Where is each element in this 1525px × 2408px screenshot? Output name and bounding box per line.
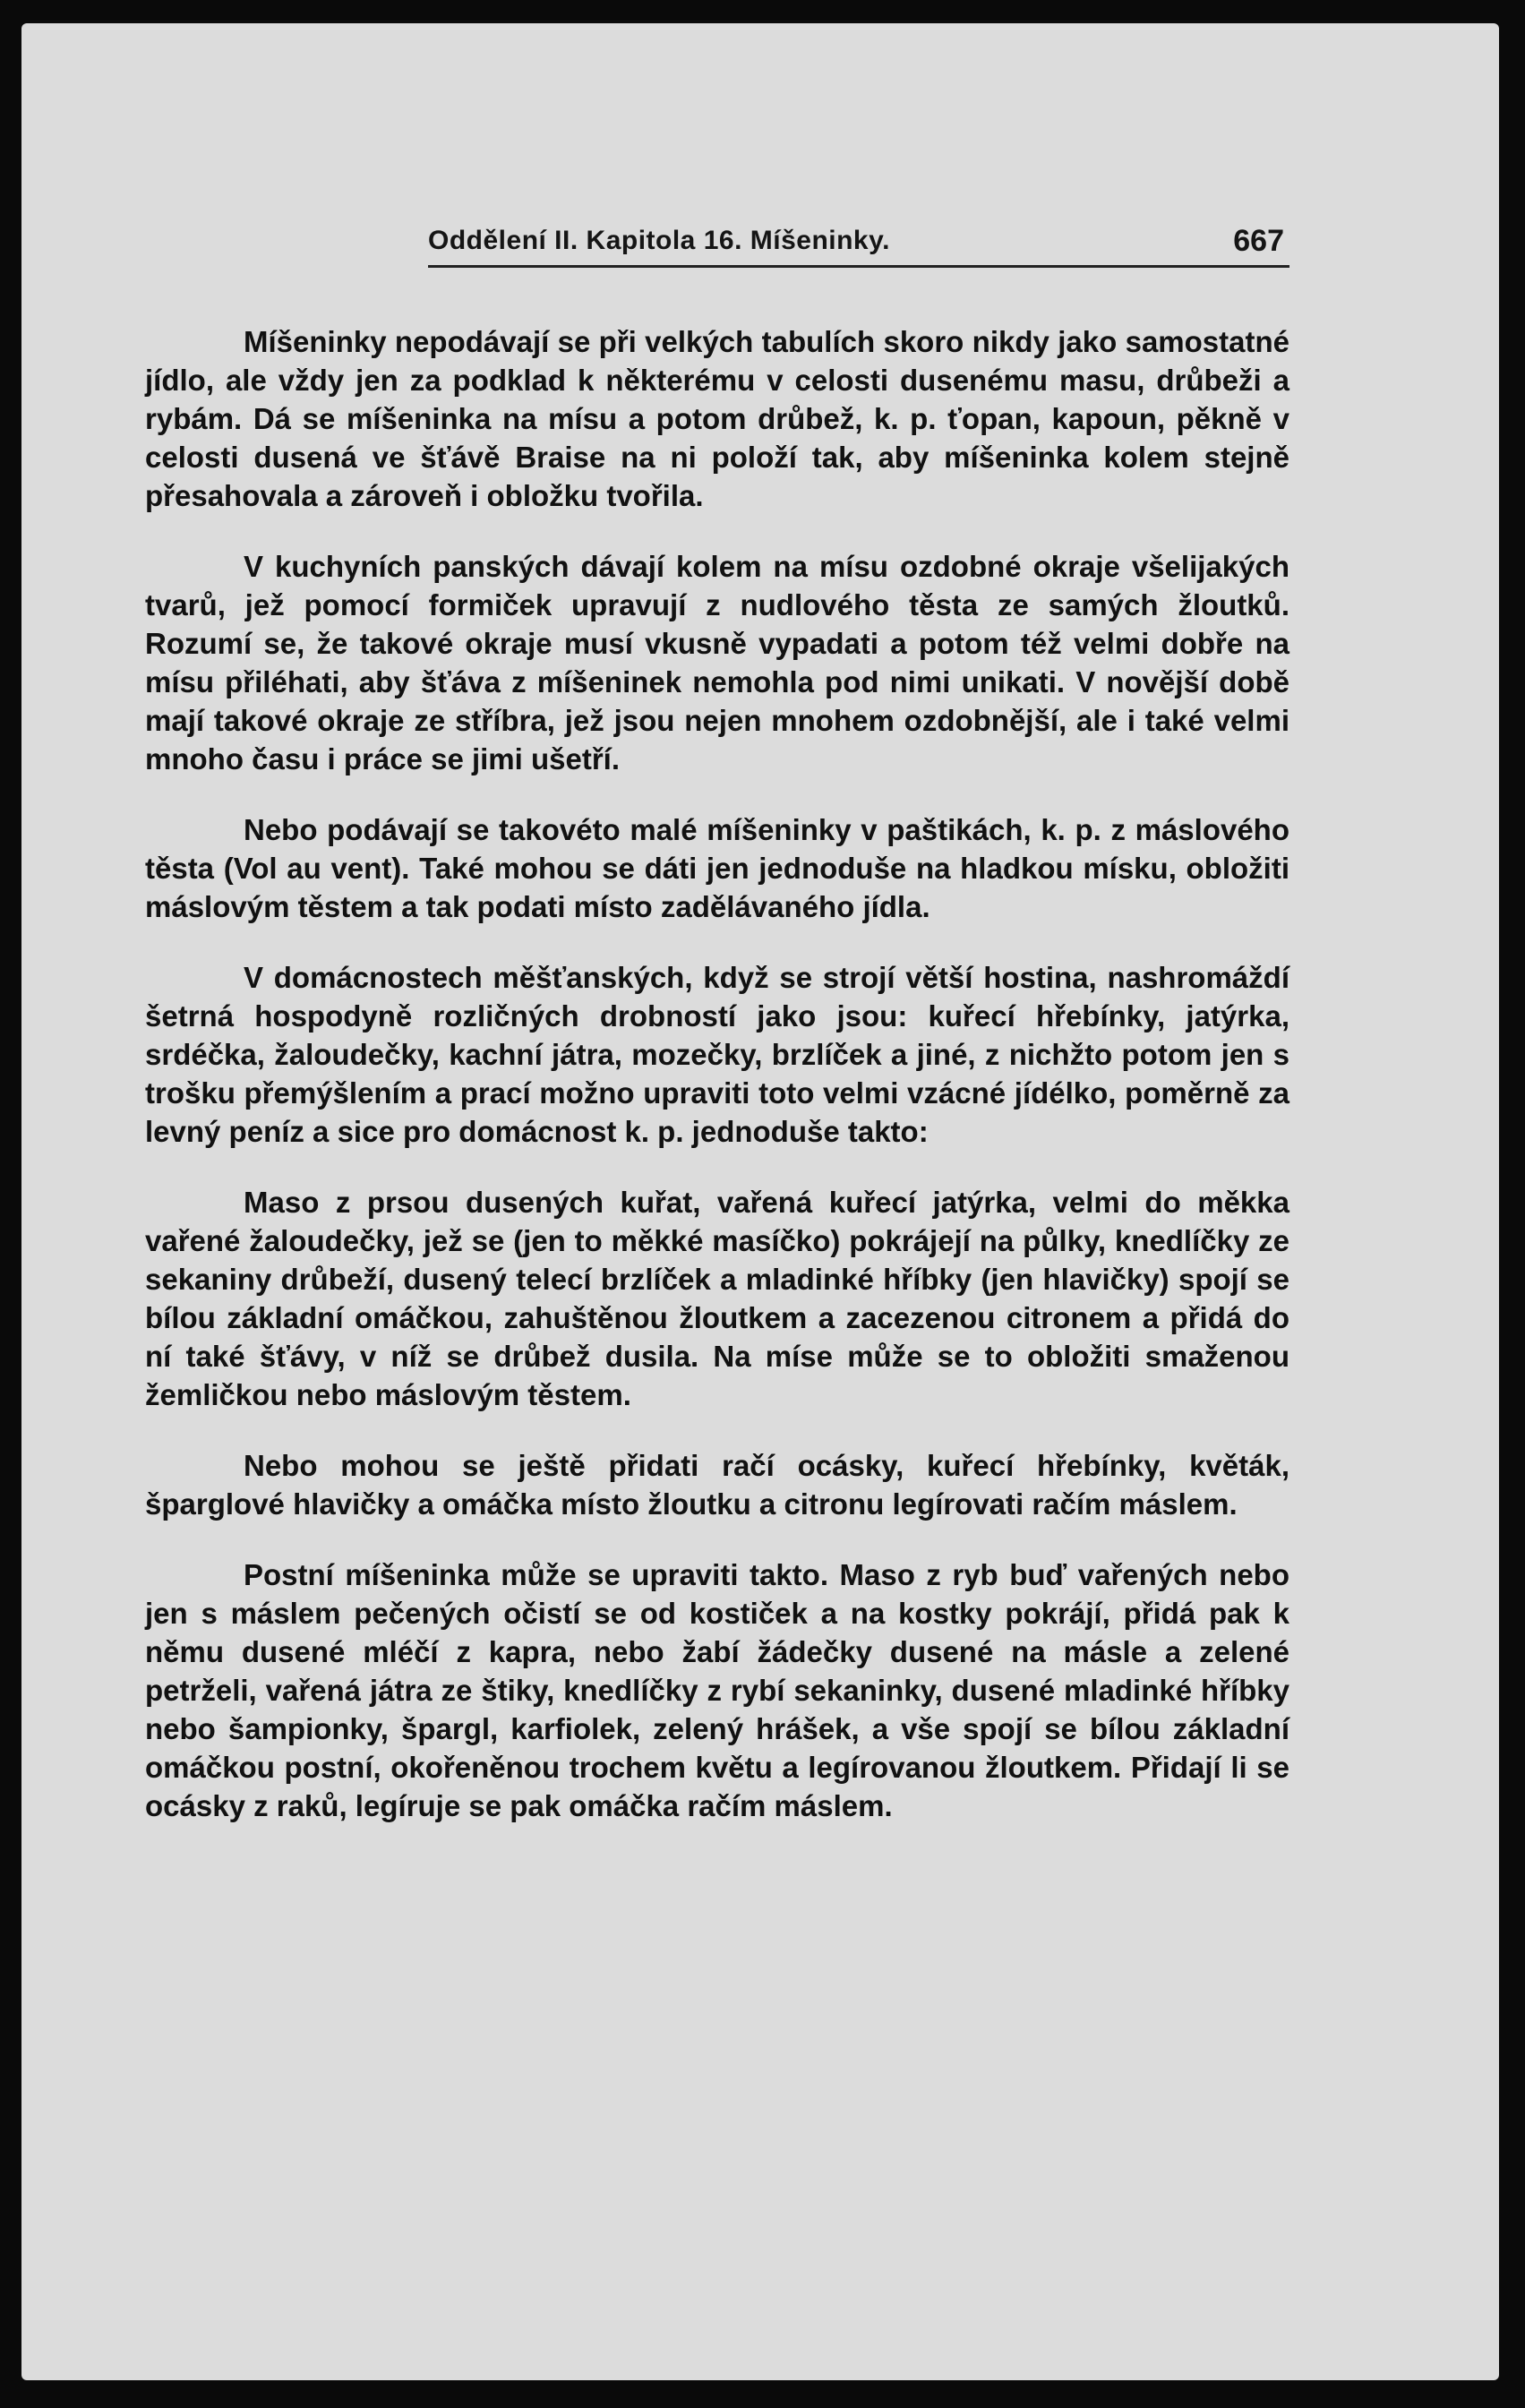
paragraph: Maso z prsou dusených kuřat, vařená kuřecí jatýrka, velmi do měkka vařené žaloudečky, jež se (jen to měkké masíčko) pokrájejí na půlky, knedlíčky ze sekaniny drůbeží, dusený telecí brzlíček a mladinké hříbky (jen hlavičky) spojí se bílou základní omáčkou, zahuštěnou žloutkem a zacezenou citronem a přidá do ní také šťávy, v níž se drůbež dusila. Na míse může se to obložiti smaženou žemličkou nebo máslovým těstem. bbox=[145, 1186, 1289, 1411]
paragraph: Nebo podávají se takovéto malé míšeninky v paštikách, k. p. z máslového těsta (Vol au vent). Také mohou se dáti jen jednoduše na hladkou mísku, obložiti máslovým těstem a tak podati místo zadělávaného jídla. bbox=[145, 813, 1289, 923]
paragraph: Postní míšeninka může se upraviti takto. Maso z ryb buď vařených nebo jen s máslem pečených očistí se od kostiček a na kostky pokrájí, přidá pak k němu dusené mléčí z kapra, nebo žabí žádečky dusené na másle a zelené petrželi, vařená játra ze štiky, knedlíčky z rybí sekaninky, dusené mladinké hříbky nebo šampionky, špargl, karfiolek, zelený hrášek, a vše spojí se bílou základní omáčkou postní, okořeněnou trochem květu a legírovanou žloutkem. Přidají li se ocásky z raků, legíruje se pak omáčka račím máslem. bbox=[145, 1558, 1289, 1822]
paragraph: V kuchyních panských dávají kolem na mísu ozdobné okraje všelijakých tvarů, jež pomocí formiček upravují z nudlového těsta ze samých žloutků. Rozumí se, že takové okraje musí vkusně vypadati a potom též velmi dobře na mísu přiléhati, aby šťáva z míšeninek nemohla pod nimi unikati. V novější době mají takové okraje ze stříbra, jež jsou nejen mnohem ozdobnější, ale i také velmi mnoho času i práce se jimi ušetří. bbox=[145, 550, 1289, 776]
header-rule bbox=[428, 265, 1289, 268]
paragraph: Míšeninky nepodávají se při velkých tabulích skoro nikdy jako samostatné jídlo, ale vždy jen za podklad k některému v celosti dusenému masu, drůbeži a rybám. Dá se míšeninka na mísu a potom drůbež, k. p. ťopan, kapoun, pěkně v celosti dusená ve šťávě Braise na ni položí tak, aby míšeninka kolem stejně přesahovala a zároveň i obložku tvořila. bbox=[145, 325, 1289, 512]
paragraph: Nebo mohou se ještě přidati račí ocásky, kuřecí hřebínky, květák, šparglové hlavičky a omáčka místo žloutku a citronu legírovati račím máslem. bbox=[145, 1449, 1289, 1521]
page-number: 667 bbox=[1233, 224, 1284, 258]
page-header bbox=[428, 224, 1284, 261]
running-title: Oddělení II. Kapitola 16. Míšeninky. bbox=[428, 226, 890, 255]
paragraph: V domácnostech měšťanských, když se strojí větší hostina, nashromáždí šetrná hospodyně rozličných drobností jako jsou: kuřecí hřebínky, jatýrka, srdéčka, žaloudečky, kachní játra, mozečky, brzlíček a jiné, z nichžto potom jen s trošku přemýšlením a prací možno upraviti toto velmi vzácné jídélko, poměrně za levný peníz a sice pro domácnost k. p. jednoduše takto: bbox=[145, 961, 1289, 1148]
body-text bbox=[145, 322, 1289, 1857]
